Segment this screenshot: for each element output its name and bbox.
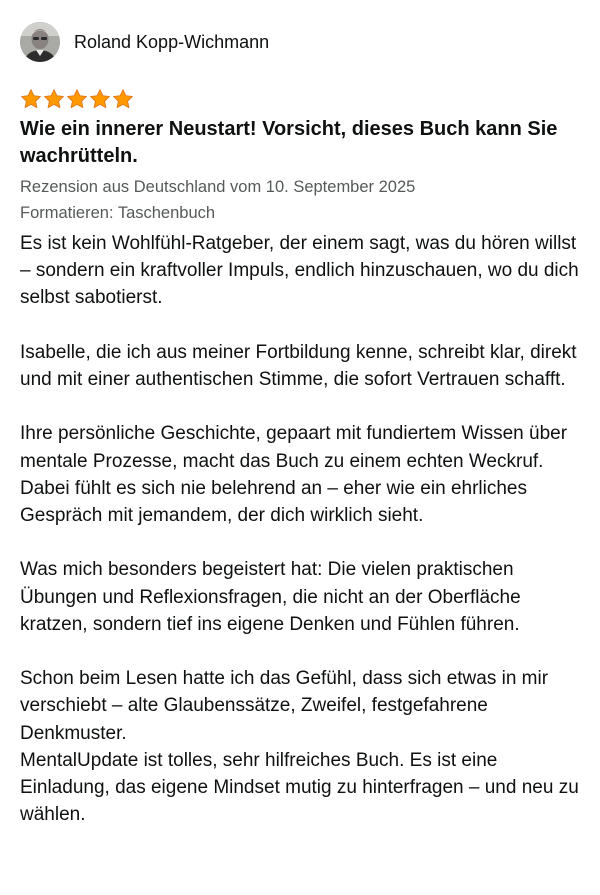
paragraph-spacer — [20, 529, 582, 556]
star-icon — [112, 88, 134, 110]
review-paragraph: Isabelle, die ich aus meiner Fortbildung kenne, schreibt klar, direkt und mit einer authentischen Stimme, die sofort Vertrauen schafft. — [20, 341, 577, 390]
reviewer-name[interactable]: Roland Kopp-Wichmann — [74, 32, 270, 52]
review-date: Rezension aus Deutschland vom 10. September 2025 — [20, 178, 416, 196]
review-paragraph: Es ist kein Wohlfühl-Ratgeber, der einem sagt, was du hören willst – sondern ein kraftvoller Impuls, endlich hinzuschauen, wo du dich selbst sabotierst. — [20, 233, 579, 309]
star-icon — [89, 88, 111, 110]
paragraph-spacer — [20, 393, 582, 420]
reviewer-profile[interactable] — [20, 20, 582, 64]
star-icon — [43, 88, 65, 110]
review-body — [20, 230, 582, 828]
paragraph-spacer — [20, 638, 582, 665]
avatar-photo — [20, 22, 60, 62]
star-rating[interactable] — [20, 88, 582, 110]
review-paragraph: Schon beim Lesen hatte ich das Gefühl, dass sich etwas in mir verschiebt – alte Glaubenssätze, Zweifel, festgefahrene Denkmuster. — [20, 668, 549, 744]
review-title[interactable]: Wie ein innerer Neustart! Vorsicht, dieses Buch kann Sie wachrütteln. — [20, 118, 558, 167]
review-format[interactable]: Formatieren: Taschenbuch — [20, 204, 216, 222]
review-paragraph: Ihre persönliche Geschichte, gepaart mit fundiertem Wissen über mentale Prozesse, macht das Buch zu einem echten Weckruf. Dabei fühlt es sich nie belehrend an – eher wie ein ehrliches Gespräch mit jemandem, der dich wirklich sieht. — [20, 423, 568, 526]
paragraph-spacer — [20, 312, 582, 339]
reviewer-avatar[interactable] — [20, 22, 60, 62]
review-paragraph: MentalUpdate ist tolles, sehr hilfreiches Buch. Es ist eine Einladung, das eigene Mindset mutig zu hinterfragen – und neu zu wählen. — [20, 749, 579, 826]
review-paragraph: Was mich besonders begeistert hat: Die vielen praktischen Übungen und Reflexionsfragen, die nicht an der Oberfläche kratzen, sondern tief ins eigene Denken und Fühlen führen. — [20, 559, 521, 635]
star-icon — [20, 88, 42, 110]
star-icon — [66, 88, 88, 110]
